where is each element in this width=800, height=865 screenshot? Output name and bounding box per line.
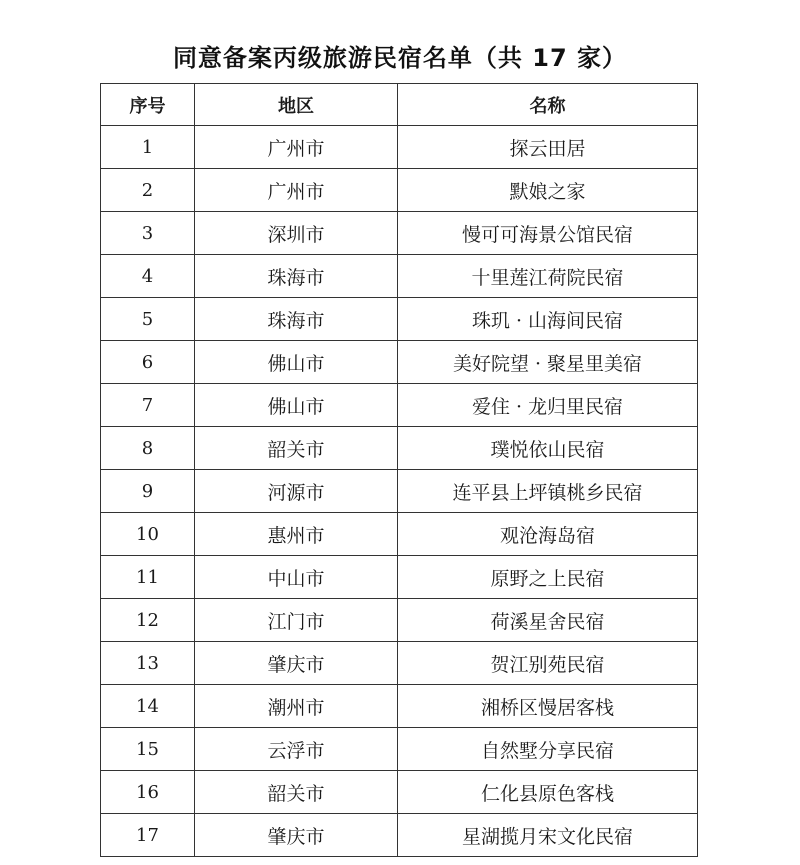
row-index-cell: 13: [101, 642, 195, 685]
table-row: [101, 814, 698, 857]
table-row: [101, 599, 698, 642]
row-index-cell: 15: [101, 728, 195, 771]
row-index-cell: 1: [101, 126, 195, 169]
row-index-cell: 17: [101, 814, 195, 857]
row-index-cell: 3: [101, 212, 195, 255]
table-row: [101, 212, 698, 255]
row-index-cell: 7: [101, 384, 195, 427]
row-region-cell: 河源市: [195, 470, 398, 513]
table-row: [101, 642, 698, 685]
row-name-cell: 贺江别苑民宿: [398, 642, 698, 685]
row-region-cell: 云浮市: [195, 728, 398, 771]
row-name-cell: 荷溪星舍民宿: [398, 599, 698, 642]
row-index-cell: 9: [101, 470, 195, 513]
row-region-cell: 韶关市: [195, 427, 398, 470]
row-name-cell: 探云田居: [398, 126, 698, 169]
row-name-cell: 默娘之家: [398, 169, 698, 212]
table-row: [101, 384, 698, 427]
row-index-cell: 16: [101, 771, 195, 814]
homestay-table: [100, 83, 698, 857]
row-index-cell: 10: [101, 513, 195, 556]
table-row: [101, 298, 698, 341]
row-name-cell: 自然墅分享民宿: [398, 728, 698, 771]
row-name-cell: 珠玑 · 山海间民宿: [398, 298, 698, 341]
row-name-cell: 十里莲江荷院民宿: [398, 255, 698, 298]
table-row: [101, 470, 698, 513]
header-name: 名称: [398, 84, 698, 126]
table-row: [101, 126, 698, 169]
row-region-cell: 潮州市: [195, 685, 398, 728]
table-row: [101, 685, 698, 728]
row-region-cell: 肇庆市: [195, 814, 398, 857]
row-region-cell: 珠海市: [195, 298, 398, 341]
row-name-cell: 湘桥区慢居客栈: [398, 685, 698, 728]
row-region-cell: 江门市: [195, 599, 398, 642]
row-name-cell: 慢可可海景公馆民宿: [398, 212, 698, 255]
row-index-cell: 12: [101, 599, 195, 642]
table-row: [101, 728, 698, 771]
row-name-cell: 璞悦依山民宿: [398, 427, 698, 470]
row-region-cell: 广州市: [195, 126, 398, 169]
header-region: 地区: [195, 84, 398, 126]
row-region-cell: 佛山市: [195, 341, 398, 384]
table-row: [101, 255, 698, 298]
table-row: [101, 513, 698, 556]
table-row: [101, 341, 698, 384]
table-row: [101, 556, 698, 599]
row-index-cell: 14: [101, 685, 195, 728]
row-index-cell: 4: [101, 255, 195, 298]
row-name-cell: 观沧海岛宿: [398, 513, 698, 556]
row-region-cell: 佛山市: [195, 384, 398, 427]
row-index-cell: 2: [101, 169, 195, 212]
table-row: [101, 771, 698, 814]
row-name-cell: 原野之上民宿: [398, 556, 698, 599]
table-row: [101, 169, 698, 212]
row-name-cell: 爱住 · 龙归里民宿: [398, 384, 698, 427]
row-region-cell: 广州市: [195, 169, 398, 212]
table-header-row: [101, 84, 698, 126]
header-index: 序号: [101, 84, 195, 126]
row-name-cell: 星湖揽月宋文化民宿: [398, 814, 698, 857]
table-body: [101, 126, 698, 857]
row-name-cell: 连平县上坪镇桃乡民宿: [398, 470, 698, 513]
row-region-cell: 中山市: [195, 556, 398, 599]
row-index-cell: 6: [101, 341, 195, 384]
row-region-cell: 肇庆市: [195, 642, 398, 685]
row-region-cell: 珠海市: [195, 255, 398, 298]
row-name-cell: 美好院望 · 聚星里美宿: [398, 341, 698, 384]
row-index-cell: 8: [101, 427, 195, 470]
document-title: 同意备案丙级旅游民宿名单（共 17 家）: [172, 44, 628, 72]
row-index-cell: 5: [101, 298, 195, 341]
row-name-cell: 仁化县原色客栈: [398, 771, 698, 814]
row-region-cell: 韶关市: [195, 771, 398, 814]
table-row: [101, 427, 698, 470]
row-region-cell: 惠州市: [195, 513, 398, 556]
row-index-cell: 11: [101, 556, 195, 599]
row-region-cell: 深圳市: [195, 212, 398, 255]
